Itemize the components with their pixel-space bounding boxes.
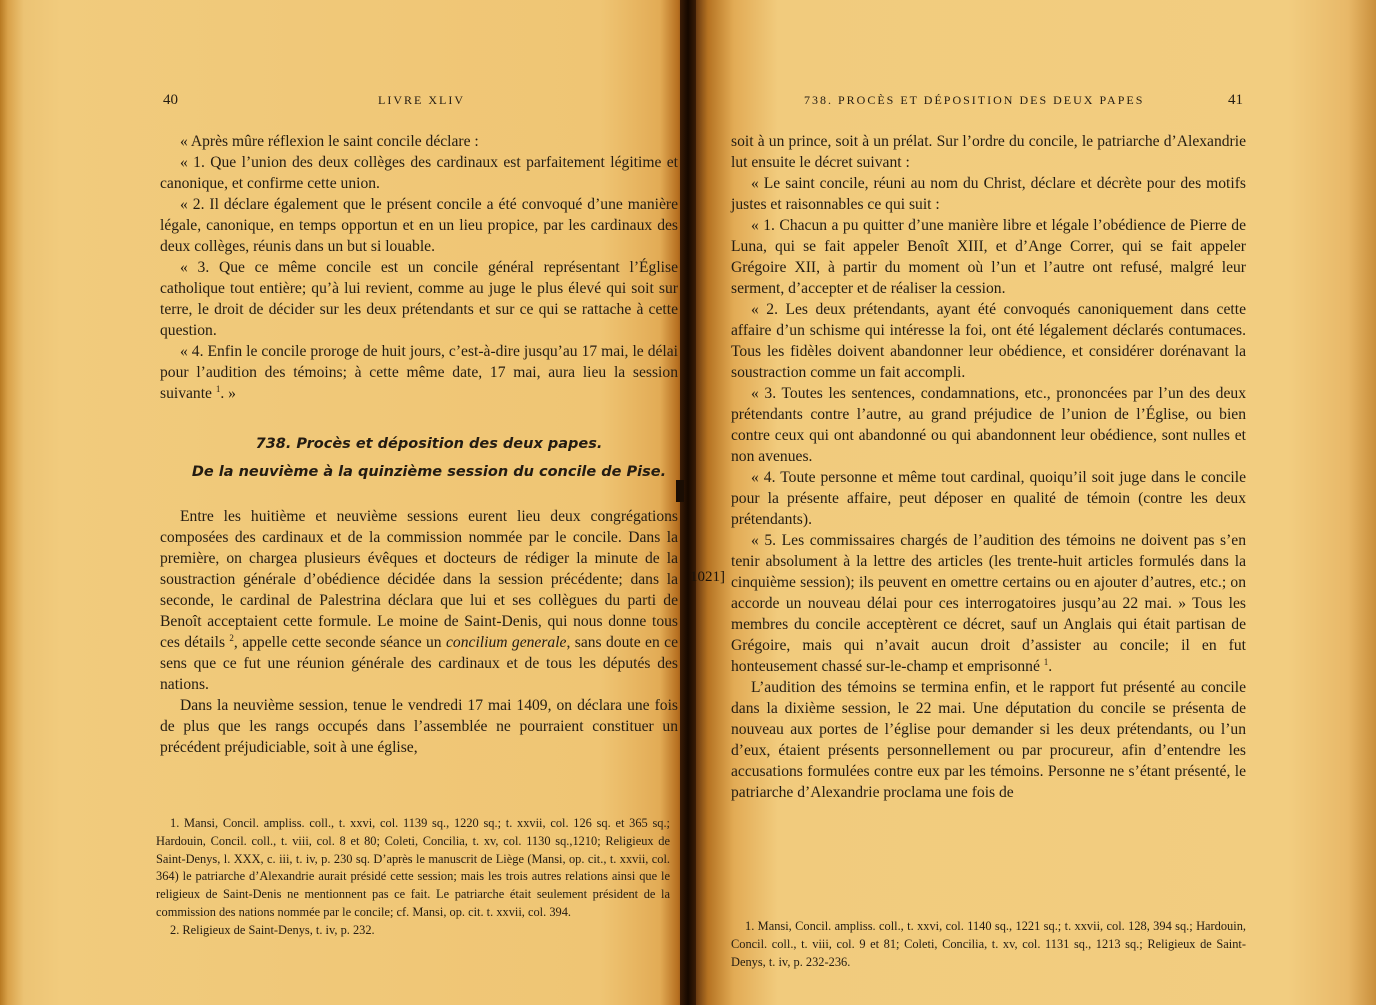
paragraph: « 2. Il déclare également que le présent concile a été convoqué d’une manière légale, canonique, en temps opportun et en un lieu propice, par les cardinaux des deux collèges, réunis dans un but si louable. — [160, 196, 678, 255]
running-head: 738. PROCÈS ET DÉPOSITION DES DEUX PAPES — [804, 93, 1145, 107]
paragraph — [160, 506, 678, 695]
paragraph: « 5. Les commissaires chargés de l’audition des témoins ne doivent pas s’en tenir absolument à la lettre des articles (les trente-huit articles formulés dans la cinquième session); ils peuvent en omettre certains ou en ajouter d’autres, etc.; on accorde un nouveau délai pour ces interrogatoires jusqu’au 22 mai. » Tous les membres du concile acceptèrent ce décret, sauf un Anglais qui était partisan de Grégoire, mais qui n’avait aucun droit d’assister au concile; il en fut honteusement chassé sur-le-champ et emprisonné $^1$. — [731, 532, 1246, 675]
right-page — [688, 0, 1376, 1005]
paragraph: « Le saint concile, réuni au nom du Christ, déclare et décrète pour des motifs justes et raisonnables ce qui suit : — [731, 175, 1246, 213]
latin-phrase: concilium generale — [446, 634, 567, 651]
paragraph-text: , sans doute en ce sens que ce fut une réunion générale des cardinaux et de tous les députés des nations. — [160, 634, 679, 693]
section-title: 738. Procès et déposition des deux papes. — [255, 436, 603, 452]
paragraph-text: « 5. Les commissaires chargés de l’audition des témoins ne doivent pas s’en tenir absolument à la lettre des articles (les trente-huit articles formulés dans la cinquième session); ils peuvent en omettre certains ou en ajouter d’autres, etc.; on accorde un nouveau délai pour ces interrogatoires jusqu’au 22 mai. » Tous les membres du concile acceptèrent ce décret, sauf un Anglais qui était partisan de Grégoire, mais qui n’avait aucun droit d’assister au concile; il en fut honteusement chassé sur-le-champ et emprisonné — [731, 532, 1246, 675]
right-main-text — [731, 131, 1246, 803]
paragraph: soit à un prince, soit à un prélat. Sur l’ordre du concile, le patriarche d’Alexandrie lut ensuite le décret suivant : — [731, 133, 1246, 171]
footnote-ref: 1 — [215, 383, 221, 394]
marginal-number: 1021] — [690, 569, 725, 585]
paragraph: « 1. Que l’union des deux collèges des cardinaux est parfaitement légitime et canonique, et confirme cette union. — [160, 154, 678, 192]
paragraph: « 1. Chacun a pu quitter d’une manière libre et légale l’obédience de Pierre de Luna, qui se fait appeler Benoît XIII, et d’Ange Correr, qui se fait appeler Grégoire XII, à partir du moment où l’un et l’autre ont refusé, malgré leur serment, d’accepter et de réaliser la cession. — [731, 217, 1246, 297]
footnote-ref: 2 — [229, 632, 234, 643]
paragraph: Dans la neuvième session, tenue le vendredi 17 mai 1409, on déclara une fois de plus que les rangs occupés dans l’assemblée ne pourraient constituer un précédent préjudiciable, soit à une église, — [160, 697, 678, 756]
spine-mark — [676, 480, 684, 502]
footnote-ref: 1 — [1043, 656, 1049, 667]
right-footnotes — [731, 918, 1246, 971]
footnote: 2. Religieux de Saint-Denys, t. iv, p. 232. — [170, 922, 375, 937]
paragraph-text: Entre les huitième et neuvième sessions eurent lieu deux congrégations composées des cardinaux et de la commission nommée par le concile. Dans la première, on chargea plusieurs évêques et docteurs de rédiger la minute de la soustraction générale d’obédience décidée dans la session précédente; dans la seconde, le cardinal de Palestrina déclara que lui et ses collègues du parti de Benoît acceptaient cette formule. Le moine de Saint-Denis, qui nous donne tous ces détails — [160, 508, 678, 651]
book-spine — [680, 0, 696, 1005]
running-head: LIVRE XLIV — [378, 93, 465, 107]
footnote: 1. Mansi, Concil. ampliss. coll., t. xxvi, col. 1140 sq., 1221 sq.; t. xxvii, col. 128, 394 sq.; Hardouin, Concil. coll., t. viii, col. 9 et 81; Coleti, Concilia, t. xv, col. 1131 sq., 1213 sq.; Religieux de Saint-Denys, t. iv, p. 232-236. — [731, 919, 1246, 969]
paragraph: « Après mûre réflexion le saint concile déclare : — [180, 133, 479, 150]
left-main-text — [160, 131, 678, 758]
paragraph: « 4. Enfin le concile proroge de huit jours, c’est-à-dire jusqu’au 17 mai, le délai pour l’audition des témoins; à cette même date, 17 mai, aura lieu la session suivante $^1$. » — [160, 343, 678, 402]
section-subtitle: De la neuvième à la quinzième session du concile de Pise. — [191, 464, 667, 480]
page-number: 40 — [163, 92, 178, 108]
paragraph: « 3. Que ce même concile est un concile général représentant l’Église catholique tout entière; qu’à lui revient, comme au juge le plus élevé qui soit sur terre, le droit de décider sur les deux prétendants et sur ce qui se rattache à cette question. — [160, 259, 678, 339]
paragraph-text: , appelle cette seconde séance un — [233, 634, 442, 651]
page-number: 41 — [1228, 92, 1243, 108]
paragraph: L’audition des témoins se termina enfin, et le rapport fut présenté au concile dans la dixième session, le 22 mai. Une députation du concile se présenta de nouveau aux portes de l’église pour demander si les deux prétendants, ou l’un d’eux, étaient présents personnellement ou par procureur, afin d’entendre les accusations formulées contre eux par les témoins. Personne ne s’étant présenté, le patriarche d’Alexandrie proclama une fois de — [731, 679, 1246, 801]
paragraph: « 2. Les deux prétendants, ayant été convoqués canoniquement dans cette affaire d’un schisme qui intéresse la foi, ont été légalement déclarés contumaces. Tous les fidèles doivent abandonner leur obédience, et considérer dorénavant la soustraction comme un fait accompli. — [731, 301, 1246, 381]
closing-quote: » — [228, 385, 236, 402]
left-footnotes — [156, 815, 670, 940]
paragraph: « 4. Toute personne et même tout cardinal, quoiqu’il soit juge dans le concile pour la présente affaire, peut déposer en qualité de témoin (contre les deux prétendants). — [731, 469, 1246, 528]
footnote: 1. Mansi, Concil. ampliss. coll., t. xxvi, col. 1139 sq., 1220 sq.; t. xxvii, col. 126 sq. et 365 sq.; Hardouin, Concil. coll., t. viii, col. 8 et 80; Coleti, Concilia, t. xv, col. 1130 sq.,1210; Religieux de Saint-Denys, l. XXX, c. iii, t. iv, p. 230 sq. D’après le manuscrit de Liège (Mansi, op. cit., t. xxvii, col. 364) le patriarche d’Alexandrie aurait présidé cette session; mais les trois autres relations ainsi que le religieux de Saint-Denis ne mentionnent pas ce fait. Le patriarche était seulement président de la commission des nations nommée par le concile; cf. Mansi, op. cit. t. xxvii, col. 394. — [156, 816, 670, 919]
paragraph-text: « 4. Enfin le concile proroge de huit jours, c’est-à-dire jusqu’au 17 mai, le délai pour l’audition des témoins; à cette même date, 17 mai, aura lieu la session suivante — [160, 343, 678, 402]
paragraph: « 3. Toutes les sentences, condamnations, etc., prononcées par l’un des deux prétendants contre l’autre, au grand préjudice de l’union de l’Église, ou bien contre ceux qui ont abandonné ou qui abandonnent leur obédience, sont nulles et non avenues. — [731, 385, 1246, 465]
